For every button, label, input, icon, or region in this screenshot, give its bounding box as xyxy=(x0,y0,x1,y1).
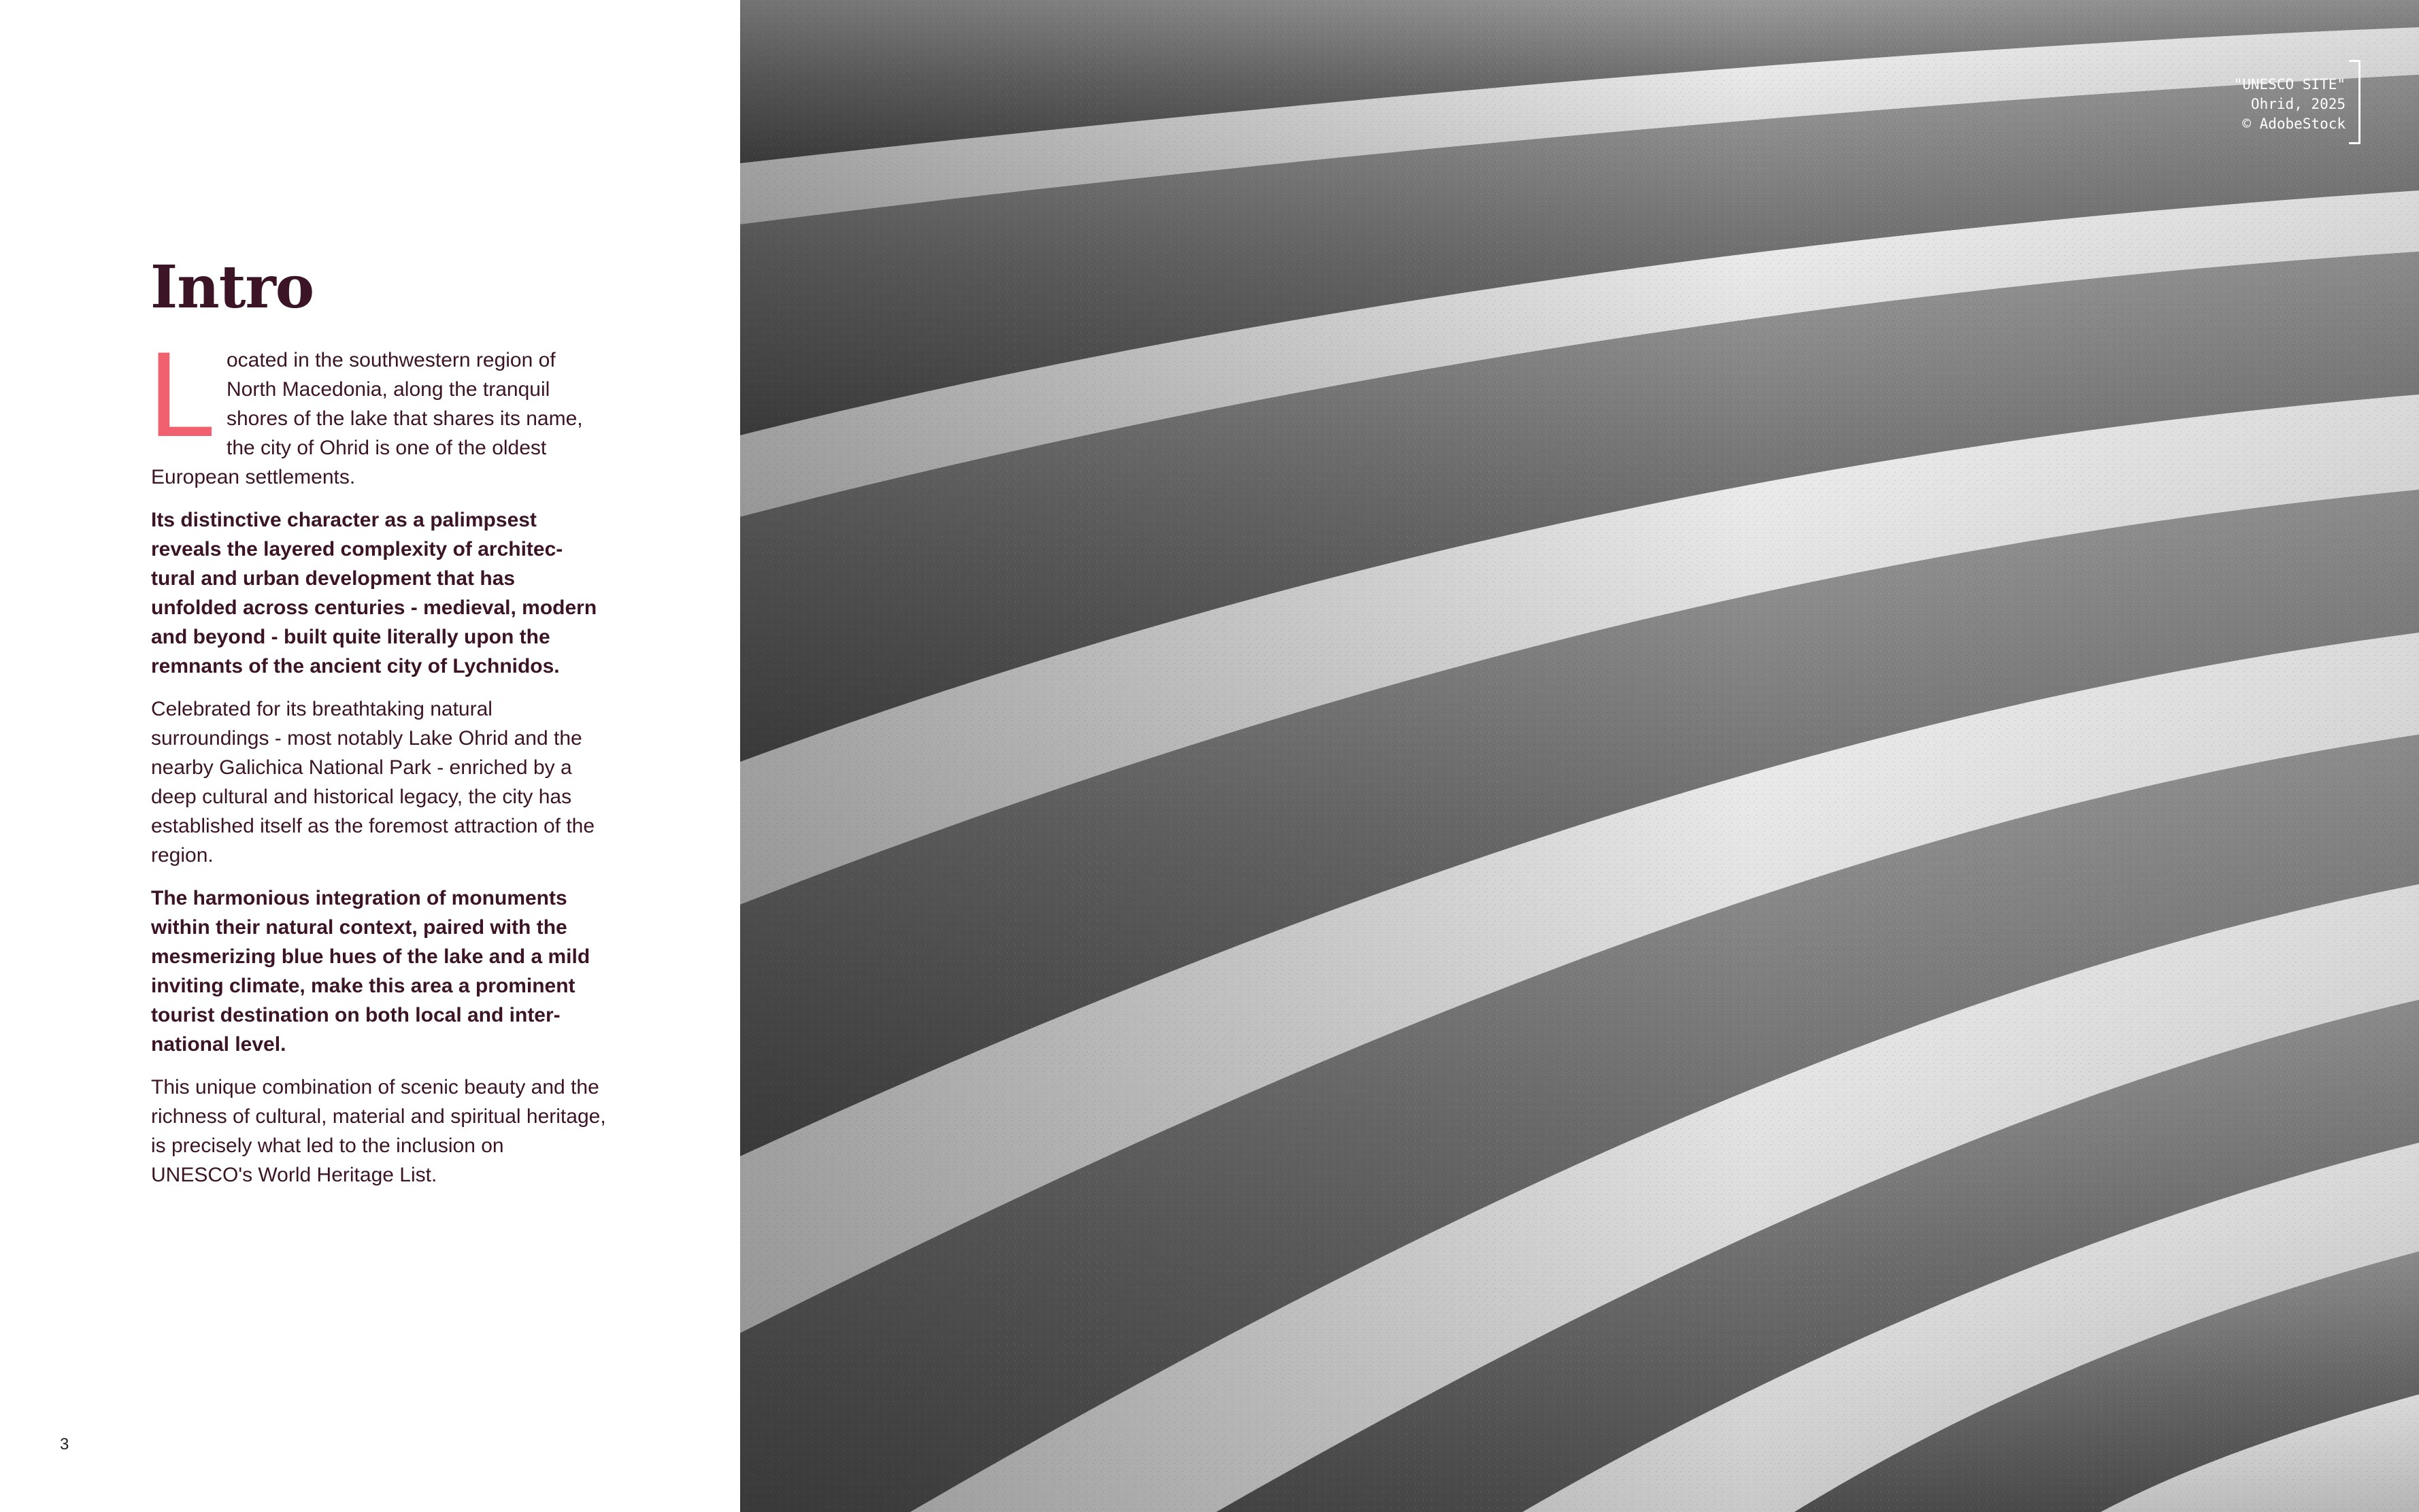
intro-text xyxy=(148,326,607,1203)
photo-credit xyxy=(2234,75,2346,134)
amphitheatre-photo xyxy=(740,0,2419,1512)
page-number: 3 xyxy=(60,1435,69,1454)
drop-cap: L xyxy=(148,326,216,462)
intro-paragraph-5: This unique combination of scenic beauty and the richness of cultural, material and spiritual heritage, is precisely what led to the inclusion on UNESCO's World Heritage List. xyxy=(151,1076,606,1186)
credit-line-3: © AdobeStock xyxy=(2242,116,2346,132)
page-title: Intro xyxy=(150,253,314,322)
amphitheatre-steps-image xyxy=(740,0,2419,1512)
left-page xyxy=(0,0,740,1512)
credit-line-2: Ohrid, 2025 xyxy=(2250,96,2346,112)
intro-paragraph-1 xyxy=(148,326,607,492)
intro-paragraph-4: The harmonious integration of monuments within their natural context, paired with the mesmerizing blue hues of the lake and a mild inviting climate, make this area a prominent tourist destination on both local and inter-national level. xyxy=(151,887,590,1056)
credit-bracket xyxy=(2349,60,2360,144)
credit-line-1: "UNESCO SITE" xyxy=(2233,76,2346,93)
intro-paragraph-3: Celebrated for its breathtaking natural surroundings - most notably Lake Ohrid and the nearby Galichica National Park - enriched by a deep cultural and historical legacy, the city has established itself as the foremost attraction of the region. xyxy=(151,698,595,867)
intro-paragraph-2: Its distinctive character as a palimpsest reveals the layered complexity of architec-tural and urban development that has unfolded across centuries - medieval, modern and beyond - built quite literally upon the remnants of the ancient city of Lychnidos. xyxy=(151,509,597,677)
intro-paragraph-1-text: ocated in the southwestern region of North Macedonia, along the tranquil shores of the lake that shares its name, the city of Ohrid is one of the oldest European settlements. xyxy=(151,349,583,488)
